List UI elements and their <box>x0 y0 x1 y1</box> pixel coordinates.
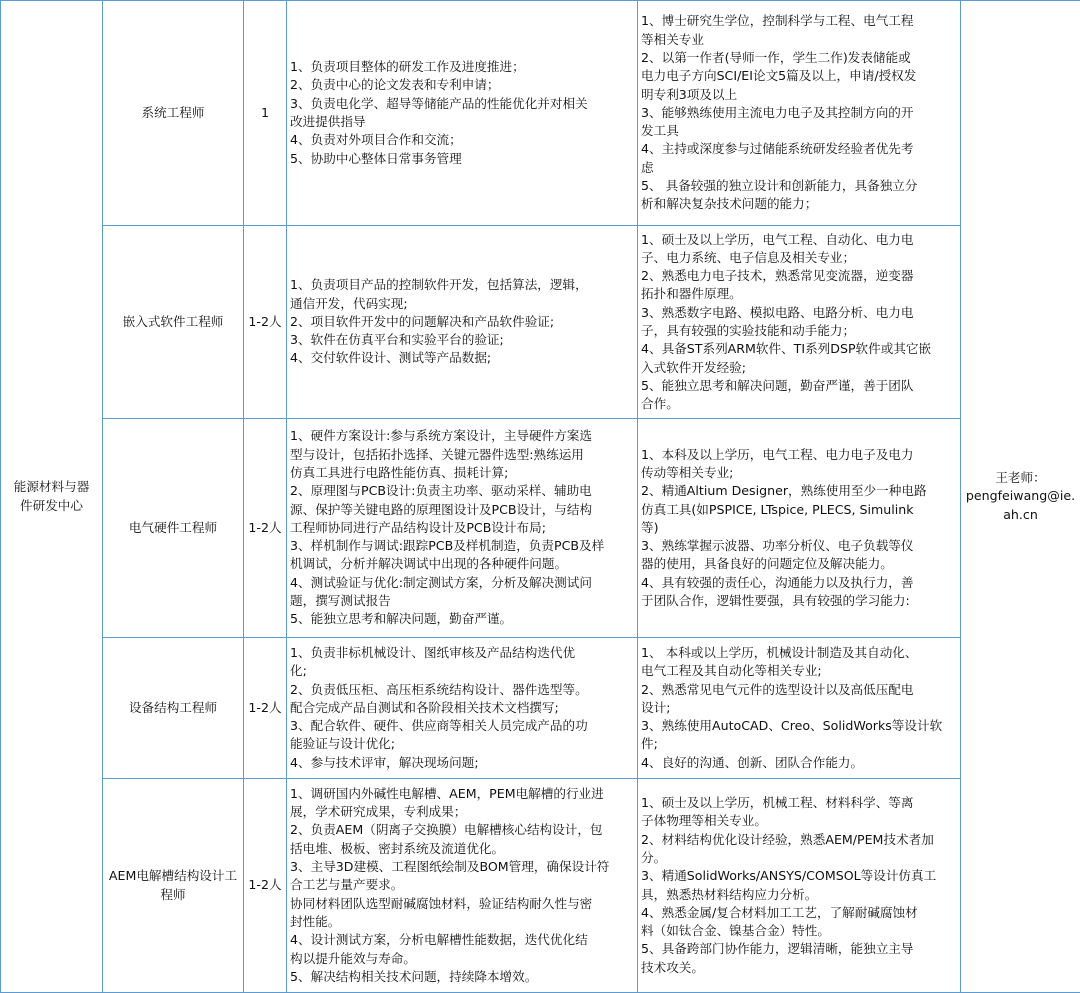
position-cell-line: 程师 <box>106 886 240 904</box>
requirements-cell-line: 1、本科及以上学历，电气工程、电力电子及电力 <box>641 446 957 464</box>
duties-cell-line: 构以提升能效与寿命。 <box>290 950 634 968</box>
requirements-cell-line: 4、具有较强的责任心，沟通能力以及执行力，善 <box>641 574 957 592</box>
position-cell <box>103 1 244 226</box>
requirements-cell-line: 子，具有较强的实验技能和动手能力； <box>641 322 957 340</box>
requirements-cell-line: 料（如钛合金、镍基合金）特性。 <box>641 922 957 940</box>
requirements-cell-line: 4、具备ST系列ARM软件、TI系列DSP软件或其它嵌 <box>641 340 957 358</box>
position-cell-line: 设备结构工程师 <box>106 699 240 717</box>
duties-cell-line: 2、负责低压柜、高压柜系统结构设计、器件选型等。 <box>290 681 634 699</box>
requirements-cell-line: 发工具 <box>641 122 957 140</box>
duties-cell-line: 3、样机制作与调试:跟踪PCB及样机制造，负责PCB及样 <box>290 537 634 555</box>
duties-cell-line: 4、交付软件设计、测试等产品数据; <box>290 349 634 367</box>
position-cell-line: 嵌入式软件工程师 <box>106 313 240 331</box>
duties-cell-line: 协同材料团队选型耐碱腐蚀材料，验证结构耐久性与密 <box>290 895 634 913</box>
requirements-cell <box>638 1 961 226</box>
table-row <box>1 638 1080 779</box>
requirements-cell-line: 3、熟悉数字电路、模拟电路、电路分析、电力电 <box>641 304 957 322</box>
duties-cell-line: 3、主导3D建模、工程图纸绘制及BOM管理，确保设计符 <box>290 858 634 876</box>
duties-cell <box>287 226 638 419</box>
requirements-cell-line: 3、熟练掌握示波器、功率分析仪、电子负载等仪 <box>641 537 957 555</box>
requirements-cell-line: 于团队合作，逻辑性要强，具有较强的学习能力: <box>641 592 957 610</box>
contact-cell-line: 王老师： <box>964 469 1077 487</box>
requirements-cell-line: 3、精通SolidWorks/ANSYS/COMSOL等设计仿真工 <box>641 867 957 885</box>
requirements-cell-line: 析和解决复杂技术问题的能力； <box>641 195 957 213</box>
duties-cell <box>287 779 638 993</box>
requirements-cell-line: 1、硕士及以上学历，机械工程、材料科学、等离 <box>641 794 957 812</box>
requirements-cell-line: 5、具备跨部门协作能力，逻辑清晰，能独立主导 <box>641 940 957 958</box>
duties-cell-line: 源、保护等关键电路的原理图设计及PCB设计，与结构 <box>290 501 634 519</box>
requirements-cell-line: 等相关专业 <box>641 31 957 49</box>
contact-cell-line: pengfeiwang@ie. <box>964 487 1077 505</box>
requirements-cell-line: 1、 本科或以上学历，机械设计制造及其自动化、 <box>641 644 957 662</box>
requirements-cell-line: 2、精通Altium Designer，熟练使用至少一种电路 <box>641 482 957 500</box>
contact-cell <box>961 1 1080 993</box>
headcount-cell: 1 <box>244 1 287 226</box>
position-cell <box>103 419 244 638</box>
requirements-cell-line: 4、主持或深度参与过储能系统研发经验者优先考 <box>641 140 957 158</box>
duties-cell-line: 4、参与技术评审，解决现场问题; <box>290 754 634 772</box>
requirements-cell-line: 3、能够熟练使用主流电力电子及其控制方向的开 <box>641 104 957 122</box>
requirements-cell-line: 2、材料结构优化设计经验，熟悉AEM/PEM技术者加 <box>641 831 957 849</box>
requirements-cell <box>638 638 961 779</box>
table-row <box>1 1 1080 226</box>
duties-cell-line: 封性能。 <box>290 913 634 931</box>
requirements-cell-line: 具，熟悉热材料结构应力分析。 <box>641 886 957 904</box>
requirements-cell <box>638 419 961 638</box>
position-cell <box>103 779 244 993</box>
requirements-cell-line: 合作。 <box>641 395 957 413</box>
duties-cell-line: 型与设计，包括拓扑选择、关键元器件选型:熟练运用 <box>290 446 634 464</box>
requirements-cell-line: 仿真工具(如PSPICE, LTspice, PLECS, Simulink <box>641 501 957 519</box>
requirements-cell-line: 5、 具备较强的独立设计和创新能力，具备独立分 <box>641 177 957 195</box>
requirements-cell-line: 子、电力系统、电子信息及相关专业； <box>641 249 957 267</box>
headcount-cell: 1-2人 <box>244 779 287 993</box>
duties-cell-line: 能验证与设计优化; <box>290 735 634 753</box>
duties-cell-line: 1、负责项目产品的控制软件开发，包括算法，逻辑， <box>290 276 634 294</box>
contact-cell-line: ah.cn <box>964 506 1077 524</box>
department-cell-line: 能源材料与器 <box>4 478 99 496</box>
requirements-cell <box>638 226 961 419</box>
requirements-cell-line: 明专利3项及以上 <box>641 86 957 104</box>
duties-cell <box>287 1 638 226</box>
requirements-cell-line: 入式软件开发经验; <box>641 359 957 377</box>
requirements-cell-line: 传动等相关专业; <box>641 464 957 482</box>
requirements-cell-line: 虑 <box>641 159 957 177</box>
requirements-cell-line: 2、熟悉常见电气元件的选型设计以及高低压配电 <box>641 681 957 699</box>
requirements-cell-line: 4、熟悉金属/复合材料加工工艺，了解耐碱腐蚀材 <box>641 904 957 922</box>
headcount-cell: 1-2人 <box>244 419 287 638</box>
duties-cell-line: 1、负责非标机械设计、图纸审核及产品结构迭代优 <box>290 644 634 662</box>
duties-cell-line: 1、负责项目整体的研发工作及进度推进； <box>290 58 634 76</box>
requirements-cell-line: 电力电子方向SCI/EI论文5篇及以上，申请/授权发 <box>641 67 957 85</box>
duties-cell-line: 5、解决结构相关技术问题，持续降本增效。 <box>290 968 634 986</box>
position-cell-line: 电气硬件工程师 <box>106 519 240 537</box>
department-cell-line: 件研发中心 <box>4 497 99 515</box>
requirements-cell-line: 1、博士研究生学位，控制科学与工程、电气工程 <box>641 12 957 30</box>
duties-cell-line: 1、调研国内外碱性电解槽、AEM，PEM电解槽的行业进 <box>290 785 634 803</box>
duties-cell-line: 2、负责AEM（阴离子交换膜）电解槽核心结构设计，包 <box>290 821 634 839</box>
position-cell-line: AEM电解槽结构设计工 <box>106 867 240 885</box>
duties-cell-line: 2、项目软件开发中的问题解决和产品软件验证; <box>290 313 634 331</box>
requirements-cell-line: 1、硕士及以上学历，电气工程、自动化、电力电 <box>641 231 957 249</box>
requirements-cell-line: 子体物理等相关专业。 <box>641 812 957 830</box>
duties-cell-line: 3、配合软件、硬件、供应商等相关人员完成产品的功 <box>290 717 634 735</box>
requirements-cell-line: 分。 <box>641 849 957 867</box>
duties-cell-line: 改进提供指导 <box>290 113 634 131</box>
duties-cell-line: 合工艺与量产要求。 <box>290 876 634 894</box>
requirements-cell-line: 器的使用，具备良好的问题定位及解决能力。 <box>641 555 957 573</box>
requirements-cell-line: 拓扑和器件原理。 <box>641 285 957 303</box>
duties-cell-line: 2、负责中心的论文发表和专利申请； <box>290 76 634 94</box>
duties-cell-line: 机调试，分析并解决调试中出现的各种硬件问题。 <box>290 555 634 573</box>
requirements-cell-line: 4、良好的沟通、创新、团队合作能力。 <box>641 754 957 772</box>
duties-cell <box>287 419 638 638</box>
duties-cell-line: 4、负责对外项目合作和交流； <box>290 131 634 149</box>
duties-cell-line: 通信开发，代码实现; <box>290 295 634 313</box>
duties-cell-line: 配合完成产品自测试和各阶段相关技术文档撰写; <box>290 699 634 717</box>
position-cell <box>103 638 244 779</box>
duties-cell-line: 5、能独立思考和解决问题，勤奋严谨。 <box>290 610 634 628</box>
duties-cell-line: 5、协助中心整体日常事务管理 <box>290 150 634 168</box>
table-row <box>1 779 1080 993</box>
duties-cell <box>287 638 638 779</box>
duties-cell-line: 2、原理图与PCB设计:负责主功率、驱动采样、辅助电 <box>290 482 634 500</box>
duties-cell-line: 化; <box>290 662 634 680</box>
requirements-cell-line: 设计; <box>641 699 957 717</box>
requirements-cell-line: 2、熟悉电力电子技术，熟悉常见变流器，逆变器 <box>641 267 957 285</box>
department-cell <box>1 1 103 993</box>
requirements-cell-line: 件; <box>641 735 957 753</box>
duties-cell-line: 3、负责电化学、超导等储能产品的性能优化并对相关 <box>290 95 634 113</box>
table-row <box>1 419 1080 638</box>
duties-cell-line: 4、设计测试方案，分析电解槽性能数据，迭代优化结 <box>290 931 634 949</box>
position-cell-line: 系统工程师 <box>106 104 240 122</box>
requirements-cell-line: 5、能独立思考和解决问题，勤奋严谨，善于团队 <box>641 377 957 395</box>
headcount-cell: 1-2人 <box>244 226 287 419</box>
requirements-cell-line: 等) <box>641 519 957 537</box>
requirements-cell-line: 技术攻关。 <box>641 959 957 977</box>
duties-cell-line: 括电堆、极板、密封系统及流道优化。 <box>290 840 634 858</box>
duties-cell-line: 1、硬件方案设计:参与系统方案设计，主导硬件方案选 <box>290 427 634 445</box>
duties-cell-line: 3、软件在仿真平台和实验平台的验证; <box>290 331 634 349</box>
duties-cell-line: 展，学术研究成果，专利成果； <box>290 803 634 821</box>
duties-cell-line: 工程师协同进行产品结构设计及PCB设计布局; <box>290 519 634 537</box>
headcount-cell: 1-2人 <box>244 638 287 779</box>
requirements-cell-line: 2、以第一作者(导师一作，学生二作)发表储能或 <box>641 49 957 67</box>
requirements-cell-line: 3、熟练使用AutoCAD、Creo、SolidWorks等设计软 <box>641 717 957 735</box>
duties-cell-line: 仿真工具进行电路性能仿真、损耗计算; <box>290 464 634 482</box>
requirements-cell <box>638 779 961 993</box>
position-cell <box>103 226 244 419</box>
requirements-cell-line: 电气工程及其自动化等相关专业; <box>641 662 957 680</box>
duties-cell-line: 题，撰写测试报告 <box>290 592 634 610</box>
duties-cell-line: 4、测试验证与优化:制定测试方案，分析及解决测试问 <box>290 574 634 592</box>
table-row <box>1 226 1080 419</box>
